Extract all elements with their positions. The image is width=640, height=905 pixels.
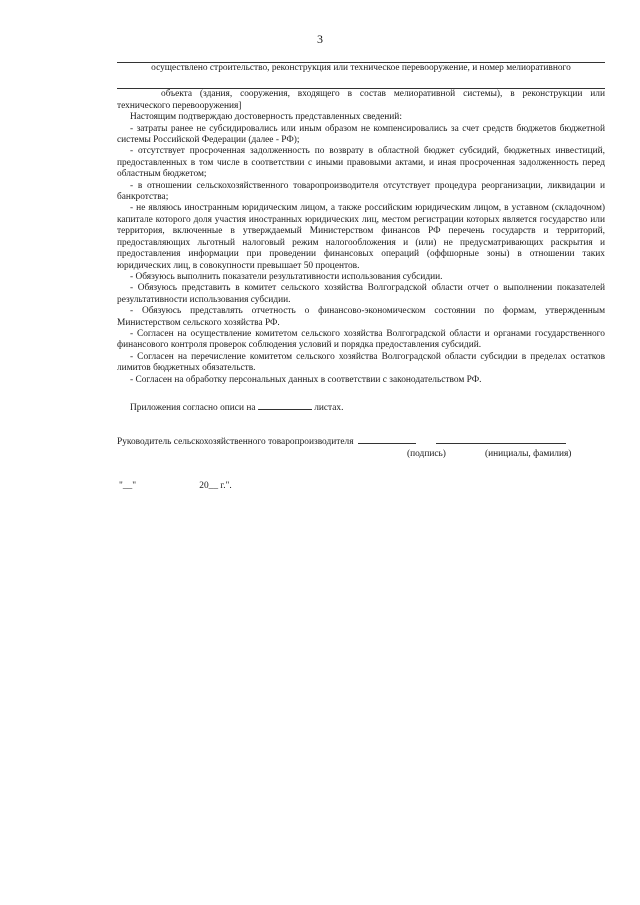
attachments-prefix: Приложения согласно описи на — [130, 402, 256, 413]
page-number: 3 — [317, 32, 323, 46]
item-no-prior-subsidy: - затраты ранее не субсидировались или иным образом не компенсировались за счет средств бюджетов бюджетной системы Российской Федерации (далее - РФ); — [117, 123, 605, 146]
initials-label: (инициалы, фамилия) — [485, 448, 572, 459]
confirmation-intro: Настоящим подтверждаю достоверность представленных сведений: — [130, 112, 402, 123]
item-financial-reporting: - Обязуюсь представлять отчетность о финансово-экономическом состоянии по формам, утвержденным Министерством сельского хозяйства РФ. — [117, 306, 605, 328]
item-not-foreign-entity: - не являюсь иностранным юридическим лицом, а также российским юридическим лицом, в уставном (складочном) капитале которого доля участия иностранных юридических лиц, местом регистрации которых является государство или территория, включенные в утверждаемый Министерством финансов РФ перечень государств и территорий, предоставляющих льготный налоговый режим налогообложения и (или) не предусматривающих раскрытия и предоставления информации при проведении финансовых операций (оффшорные зоны) в отношении таких юридических лиц, в совокупности превышает 50 процентов. — [117, 203, 605, 271]
attachments-line — [117, 400, 605, 414]
signature-sublabels — [117, 449, 605, 461]
attachments-suffix: листах. — [314, 402, 344, 413]
signature-label: (подпись) — [407, 448, 446, 459]
signer-row — [117, 434, 605, 448]
item-consent-transfer: - Согласен на перечисление комитетом сельского хозяйства Волгоградской области субсидии в пределах остатков лимитов бюджетных обязательств. — [117, 351, 605, 374]
signer-label: Руководитель сельскохозяйственного товаропроизводителя — [117, 437, 354, 448]
item-no-reorganization: - в отношении сельскохозяйственного товаропроизводителя отсутствует процедура реорганизации, ликвидации и банкротства; — [117, 180, 605, 203]
date-line: "__" 20__ г.". — [119, 480, 232, 491]
object-location-caption: осуществлено строительство, реконструкция или техническое перевооружение, и номер мелиоративного — [151, 63, 571, 73]
item-consent-inspection: - Согласен на осуществление комитетом сельского хозяйства Волгоградской области и органами государственного финансового контроля проверок соблюдения условий и порядка предоставления субсидий. — [117, 328, 605, 351]
declaration-content — [117, 62, 605, 492]
item-consent-personal-data: - Согласен на обработку персональных данных в соответствии с законодательством РФ. — [130, 374, 482, 385]
attachments-count-blank — [258, 400, 312, 410]
item-report-obligation: - Обязуюсь представить в комитет сельского хозяйства Волгоградской области отчет о выполнении показателей результативности использования субсидии. — [117, 283, 605, 305]
item-performance-indicators: - Обязуюсь выполнить показатели результативности использования субсидии. — [130, 271, 443, 282]
signature-blank — [358, 434, 416, 444]
item-no-overdue-debt: - отсутствует просроченная задолженность по возврату в областной бюджет субсидий, бюджетных инвестиций, предоставленных в том числе в соответствии с иными правовыми актами, и иная просроченная задолженность перед областным бюджетом; — [117, 146, 605, 180]
initials-blank — [436, 434, 566, 444]
object-name-caption: объекта (здания, сооружения, входящего в состав мелиоративной системы), в реконструкции или технического перевооружения] — [117, 89, 605, 111]
